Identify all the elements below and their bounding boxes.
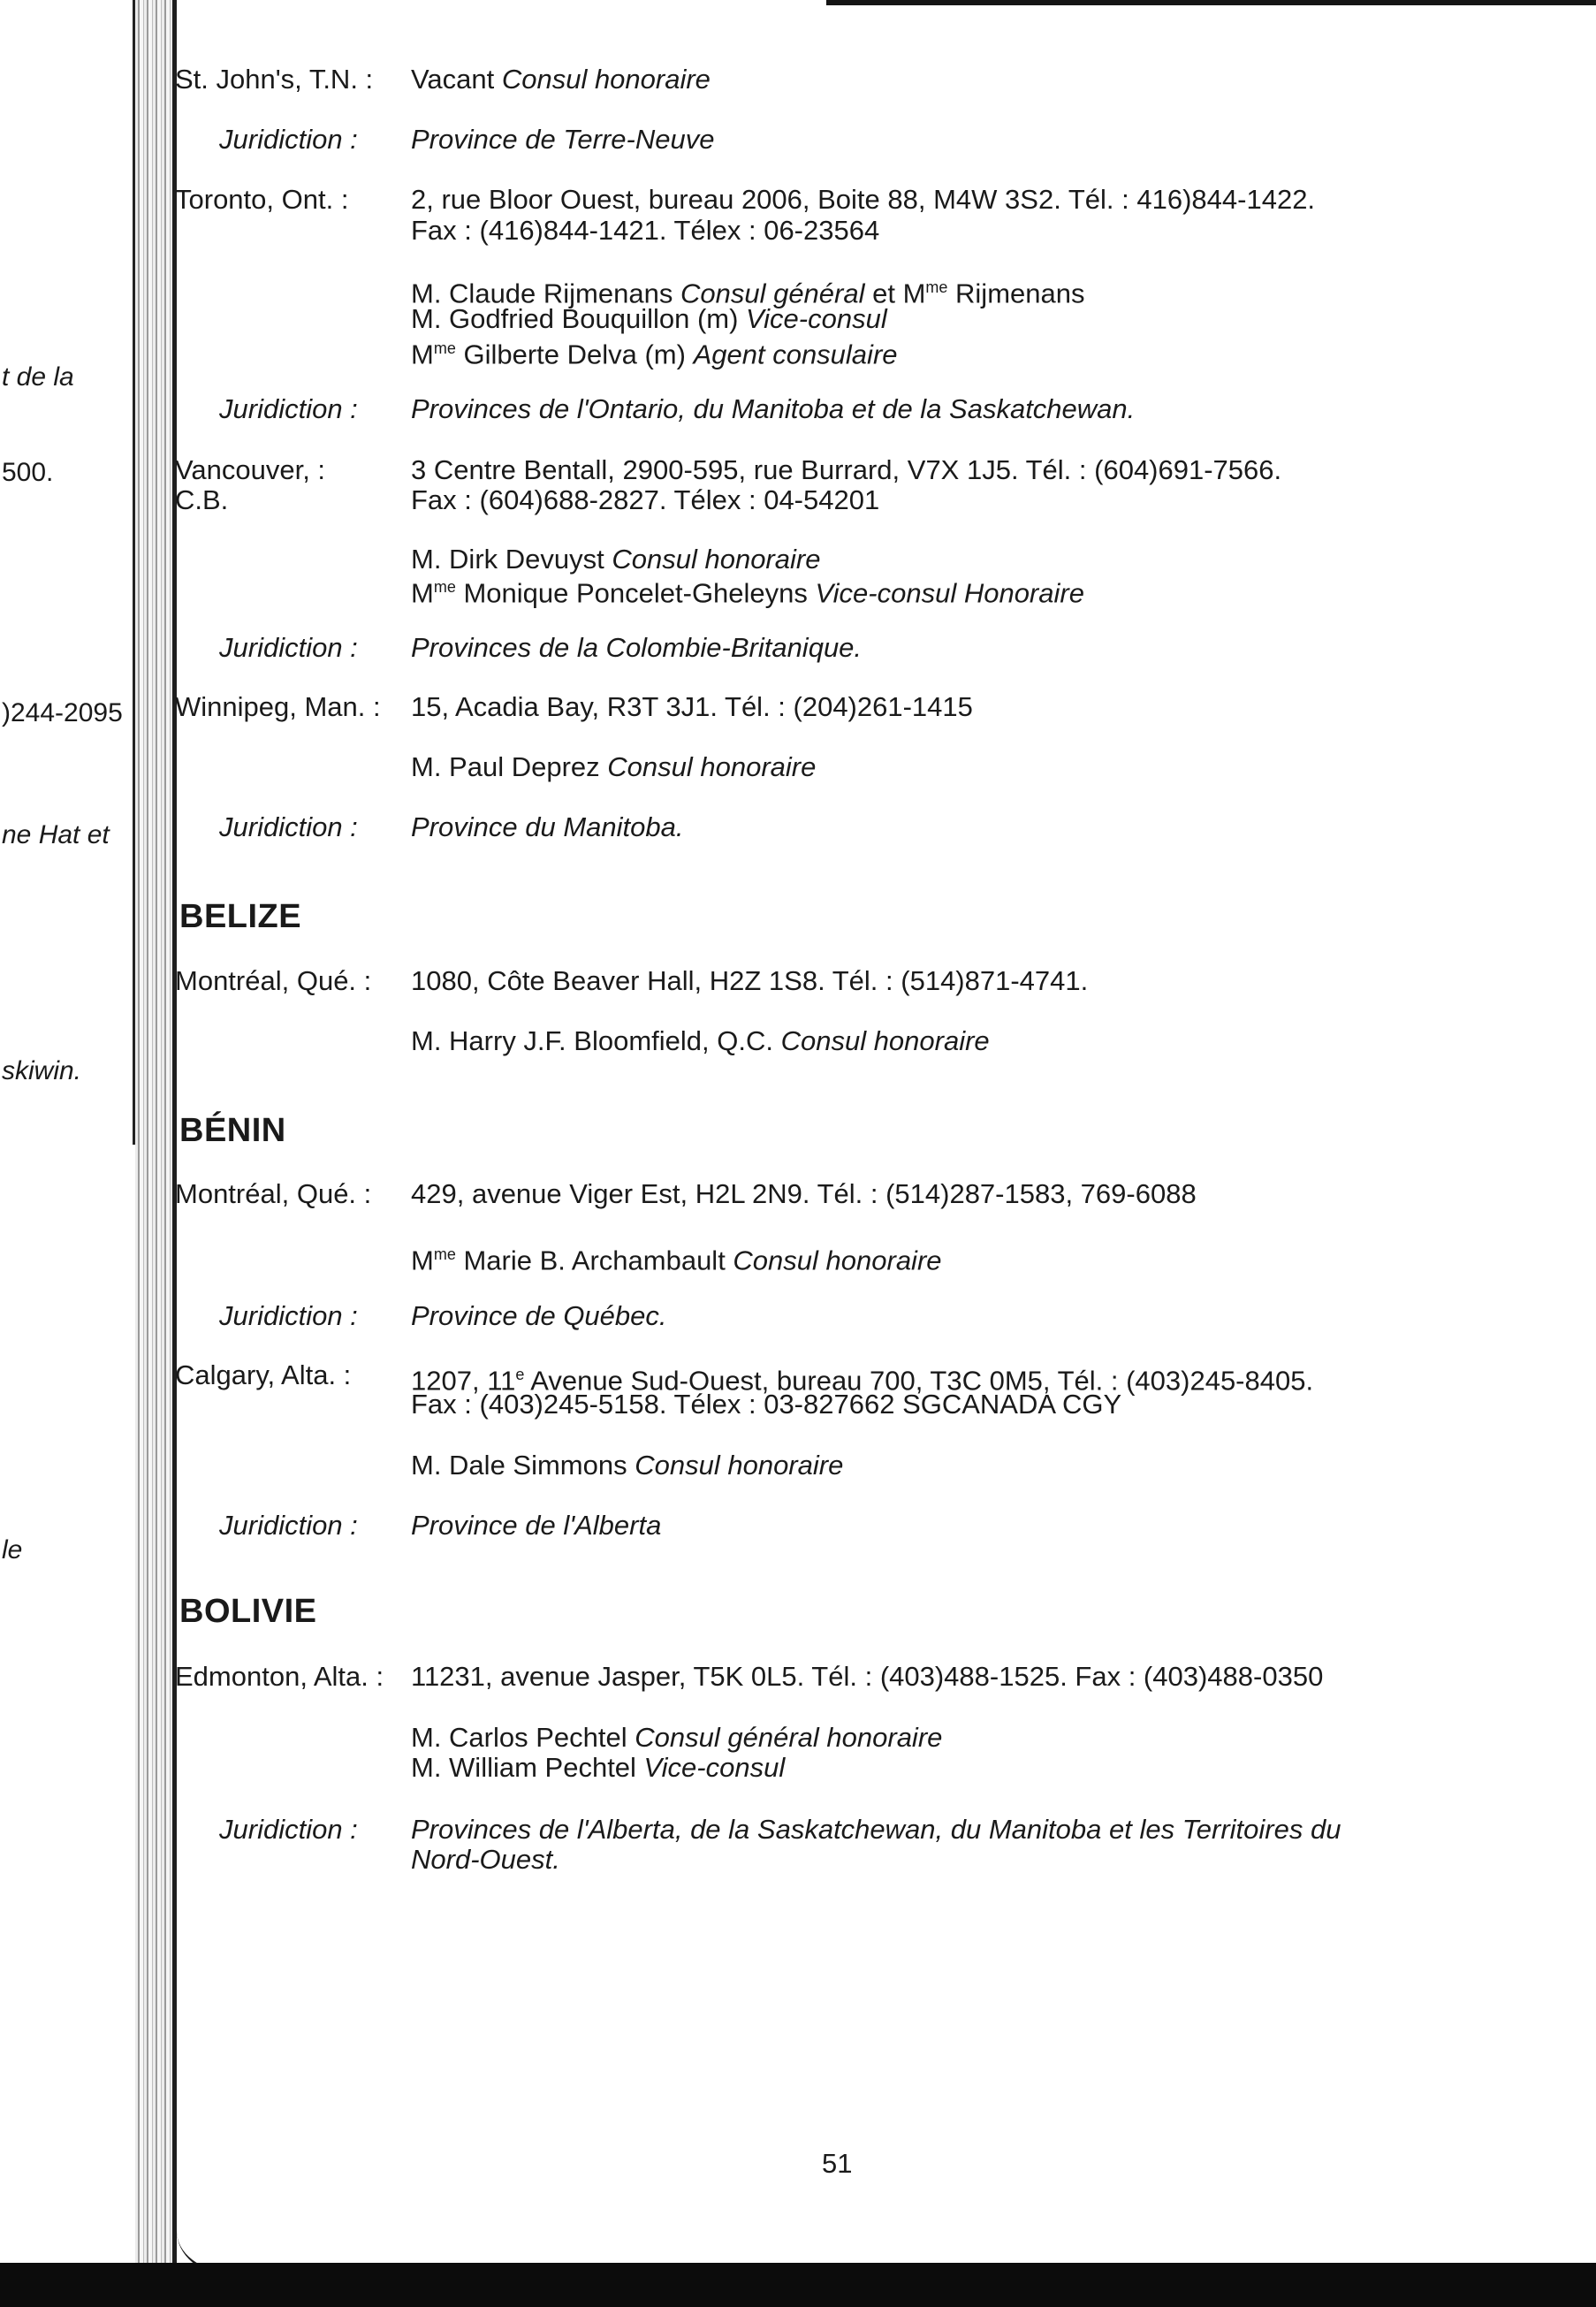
person-line: M. Dirk Devuyst Consul honoraire bbox=[411, 544, 821, 575]
person-line: M. Harry J.F. Bloomfield, Q.C. Consul honoraire bbox=[411, 1025, 990, 1056]
jurisdiction-text: Province de l'Alberta bbox=[411, 1510, 662, 1541]
person-line: M. Paul Deprez Consul honoraire bbox=[411, 751, 817, 782]
jurisdiction-text: Province de Québec. bbox=[411, 1300, 667, 1331]
jurisdiction-text: Provinces de la Colombie-Britanique. bbox=[411, 632, 863, 663]
jurisdiction-label: Juridiction : bbox=[219, 632, 358, 663]
person-line: $M^{me}$ Monique Poncelet-Gheleyns Vice-consul Honoraire bbox=[411, 577, 1084, 609]
jurisdiction-text: Province du Manitoba. bbox=[411, 811, 684, 842]
jurisdiction-text: Provinces de l'Alberta, de la Saskatchewan, du Manitoba et les Territoires du bbox=[411, 1814, 1341, 1845]
address-line: Fax : (416)844-1421. Télex : 06-23564 bbox=[411, 215, 880, 246]
left-page-fragment: t de la bbox=[2, 362, 74, 392]
address-line: 15, Acadia Bay, R3T 3J1. Tél. : (204)261-1415 bbox=[411, 691, 973, 722]
address-line: 11231, avenue Jasper, T5K 0L5. Tél. : (403)488-1525. Fax : (403)488-0350 bbox=[411, 1661, 1324, 1692]
city-label: C.B. bbox=[175, 484, 229, 515]
city-label: Calgary, Alta. : bbox=[175, 1359, 352, 1390]
person-line: $M^{me}$ Marie B. Archambault Consul honoraire bbox=[411, 1245, 942, 1276]
city-label: Winnipeg, Man. : bbox=[175, 691, 381, 722]
city-label: St. John's, T.N. : bbox=[175, 64, 374, 95]
left-page-fragment: 500. bbox=[2, 458, 54, 487]
left-page-fragment: ne Hat et bbox=[2, 820, 110, 849]
person-line: M. William Pechtel Vice-consul bbox=[411, 1752, 786, 1783]
jurisdiction-text: Provinces de l'Ontario, du Manitoba et de la Saskatchewan. bbox=[411, 393, 1136, 424]
person-line: M. Carlos Pechtel Consul général honoraire bbox=[411, 1722, 943, 1753]
address-line: 2, rue Bloor Ouest, bureau 2006, Boite 88, M4W 3S2. Tél. : 416)844-1422. bbox=[411, 184, 1316, 215]
city-label: Montréal, Qué. : bbox=[175, 1178, 372, 1209]
jurisdiction-label: Juridiction : bbox=[219, 1510, 358, 1541]
jurisdiction-label: Juridiction : bbox=[219, 811, 358, 842]
person-line: $M^{me}$ Gilberte Delva (m) Agent consulaire bbox=[411, 339, 898, 370]
country-header: BÉNIN bbox=[179, 1112, 286, 1149]
entry-line: Vacant Consul honoraire bbox=[411, 64, 711, 95]
jurisdiction-label: Juridiction : bbox=[219, 1814, 358, 1845]
person-line: M. Claude Rijmenans Consul général et $M^{me}$ Rijmenans bbox=[411, 278, 1085, 309]
jurisdiction-label: Juridiction : bbox=[219, 124, 358, 155]
city-label: Montréal, Qué. : bbox=[175, 965, 372, 996]
left-page-fragment: )244-2095 bbox=[2, 698, 123, 727]
jurisdiction-label: Juridiction : bbox=[219, 1300, 358, 1331]
address-line: 429, avenue Viger Est, H2L 2N9. Tél. : (514)287-1583, 769-6088 bbox=[411, 1178, 1197, 1209]
address-line: Fax : (403)245-5158. Télex : 03-827662 SGCANADA CGY bbox=[411, 1389, 1122, 1420]
left-page-fragment: skiwin. bbox=[2, 1056, 82, 1085]
address-line: 3 Centre Bentall, 2900-595, rue Burrard, V7X 1J5. Tél. : (604)691-7566. bbox=[411, 454, 1282, 485]
address-line: Fax : (604)688-2827. Télex : 04-54201 bbox=[411, 484, 880, 515]
person-line: M. Dale Simmons Consul honoraire bbox=[411, 1450, 844, 1481]
country-header: BOLIVIE bbox=[179, 1593, 317, 1630]
address-line: 1207, 11e Avenue Sud-Ouest, bureau 700, T3C 0M5, Tél. : (403)245-8405. bbox=[411, 1365, 1314, 1397]
jurisdiction-text: Nord-Ouest. bbox=[411, 1844, 560, 1875]
city-label: Toronto, Ont. : bbox=[175, 184, 349, 215]
jurisdiction-text: Province de Terre-Neuve bbox=[411, 124, 715, 155]
person-line: M. Godfried Bouquillon (m) Vice-consul bbox=[411, 303, 887, 334]
page-number: 51 bbox=[822, 2148, 853, 2179]
city-label: Vancouver, : bbox=[175, 454, 326, 485]
city-label: Edmonton, Alta. : bbox=[175, 1661, 384, 1692]
jurisdiction-label: Juridiction : bbox=[219, 393, 358, 424]
left-page-edge: t de la 500. )244-2095 ne Hat et skiwin. le bbox=[0, 0, 141, 1145]
country-header: BELIZE bbox=[179, 898, 302, 935]
address-line: 1080, Côte Beaver Hall, H2Z 1S8. Tél. : (514)871-4741. bbox=[411, 965, 1089, 996]
